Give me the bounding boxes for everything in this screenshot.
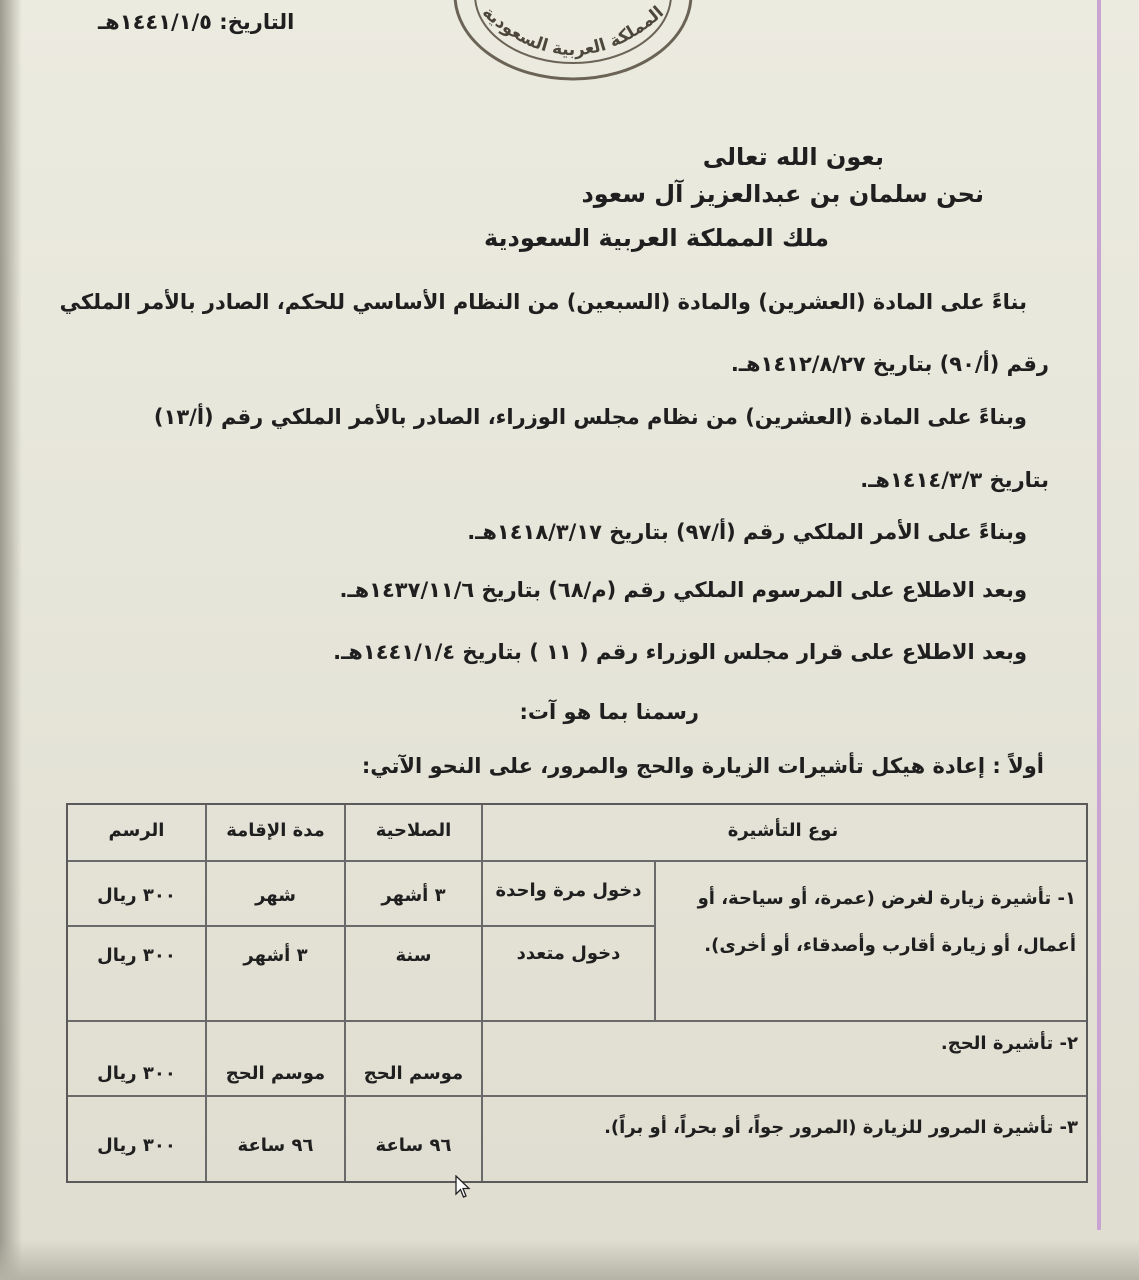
header-stay: مدة الإقامة <box>226 820 325 841</box>
table-divider <box>68 1095 1086 1097</box>
decree-phrase: رسمنا بما هو آت: <box>519 700 699 724</box>
row1-single-entry: دخول مرة واحدة <box>495 880 642 901</box>
document-date: التاريخ: ١٤٤١/١/٥هـ <box>98 10 295 34</box>
row2-fee: ٣٠٠ ريال <box>97 1063 176 1084</box>
header-fee: الرسم <box>108 820 165 841</box>
visa-table <box>66 803 1088 1183</box>
para-2a: وبناءً على المادة (العشرين) من نظام مجلس الوزراء، الصادر بالأمر الملكي رقم (أ/١٣) <box>153 405 1027 429</box>
row2-description: ٢- تأشيرة الحج. <box>940 1033 1078 1054</box>
table-divider <box>68 860 1086 862</box>
row1b-stay: ٣ أشهر <box>243 945 308 966</box>
intro-basmala: بعون الله تعالى <box>702 143 884 171</box>
para-1b: رقم (أ/٩٠) بتاريخ ١٤١٢/٨/٢٧هـ. <box>730 352 1049 376</box>
row1-description: ١- تأشيرة زيارة لغرض (عمرة، أو سياحة، أو أعمال، أو زيارة أقارب وأصدقاء، أو أخرى). <box>697 888 1076 956</box>
row1a-fee: ٣٠٠ ريال <box>97 885 176 906</box>
row3-fee: ٣٠٠ ريال <box>97 1135 176 1156</box>
table-divider <box>68 1020 1086 1022</box>
row2-validity: موسم الحج <box>363 1063 464 1084</box>
row2-stay: موسم الحج <box>225 1063 326 1084</box>
seal-text: المملكة العربية السعودية <box>478 2 668 61</box>
row1a-validity: ٣ أشهر <box>381 885 446 906</box>
table-divider <box>68 925 656 927</box>
row3-description: ٣- تأشيرة المرور للزيارة (المرور جواً، أو بحراً، أو براً). <box>604 1117 1078 1138</box>
header-visa-type: نوع التأشيرة <box>727 820 839 841</box>
row3-validity: ٩٦ ساعة <box>375 1135 452 1156</box>
header-validity: الصلاحية <box>375 820 452 841</box>
para-2b: بتاريخ ١٤١٤/٣/٣هـ. <box>860 468 1049 492</box>
table-divider <box>654 860 656 1020</box>
para-5: وبعد الاطلاع على قرار مجلس الوزراء رقم ( ١١ ) بتاريخ ١٤٤١/١/٤هـ. <box>333 640 1027 664</box>
row1b-validity: سنة <box>395 945 432 966</box>
row1-multiple-entry: دخول متعدد <box>516 943 621 964</box>
page-edge-shadow <box>0 0 22 1280</box>
row1b-fee: ٣٠٠ ريال <box>97 945 176 966</box>
intro-king-name: نحن سلمان بن عبدالعزيز آل سعود <box>581 180 984 208</box>
page-bottom-shadow <box>0 1240 1139 1280</box>
intro-king-title: ملك المملكة العربية السعودية <box>483 224 829 252</box>
svg-text:المملكة العربية السعودية <box>478 2 667 60</box>
para-4: وبعد الاطلاع على المرسوم الملكي رقم (م/٦٨) بتاريخ ١٤٣٧/١١/٦هـ. <box>339 578 1027 602</box>
article-first: أولاً : إعادة هيكل تأشيرات الزيارة والحج والمرور، على النحو الآتي: <box>361 754 1044 778</box>
page-margin-line <box>1097 0 1101 1230</box>
row1a-stay: شهر <box>255 885 296 906</box>
mouse-pointer-icon <box>455 1175 471 1199</box>
para-3: وبناءً على الأمر الملكي رقم (أ/٩٧) بتاريخ ١٤١٨/٣/١٧هـ. <box>467 520 1027 544</box>
row3-stay: ٩٦ ساعة <box>237 1135 314 1156</box>
royal-seal <box>448 0 698 85</box>
para-1a: بناءً على المادة (العشرين) والمادة (السبعين) من النظام الأساسي للحكم، الصادر بالأمر الملكي <box>59 290 1027 314</box>
